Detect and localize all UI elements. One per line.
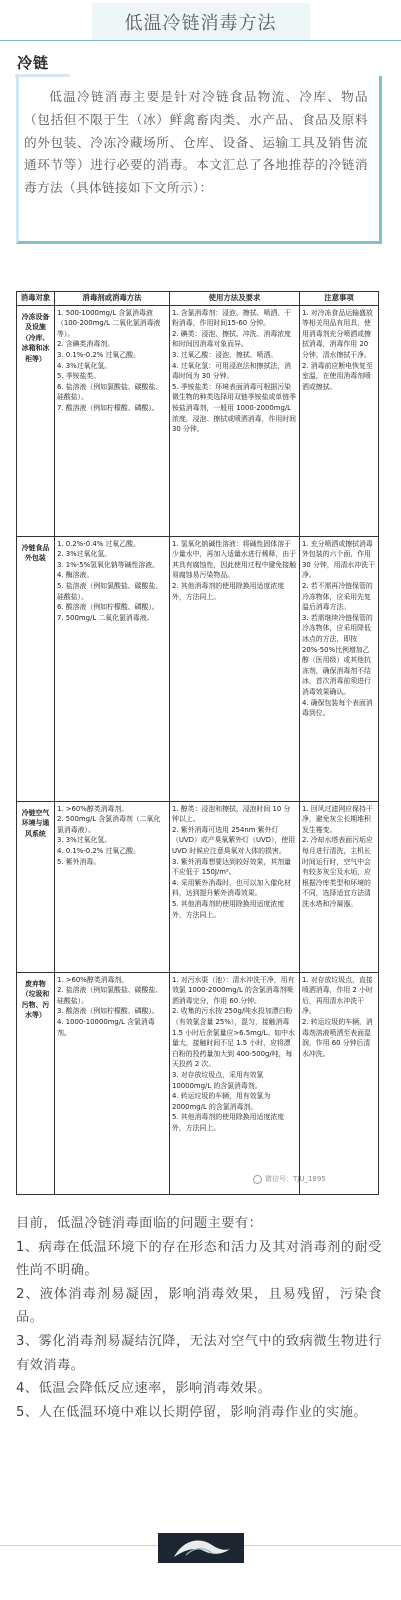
row-object: 废弃物（垃圾和污物、污水等）: [17, 972, 55, 1194]
list-item: 5. 季铵盐类：环境表面消毒可根据污染微生物的种类选择用双链季铵盐或单链季铵盐消毒剂，一般用 1000-2000mg/L 浓度，浸泡、擦拭或喷洒消毒，作用时间 30 分钟。: [172, 382, 297, 434]
list-item: 4. 采用紫外消毒时，也可以加入催化材料，达到提升紫外消毒效果。: [172, 878, 292, 898]
list-item: 4. 确保包装每个表面消毒到位。: [302, 698, 373, 718]
list-item: 4. 0.1%-0.2% 过氧乙酸。: [57, 846, 140, 855]
table-row: [17, 972, 379, 1194]
list-item: 3. 3%过氧化氢。: [57, 836, 112, 845]
list-item: 6. 盐溶液（例如氯酸盐、碳酸盐、硅酸盐）。: [57, 382, 163, 402]
table-row: [17, 801, 379, 972]
table-row: [17, 305, 379, 536]
list-item: 5. 盐溶液（例如氯酸盐、碳酸盐、硅酸盐）。: [57, 581, 163, 601]
list-item: 2. 转运垃圾的车辆，消毒剂溶液喷洒至表面湿润，作用 60 分钟后清水冲洗。: [302, 1017, 373, 1058]
issue-item: 3、雾化消毒剂易凝结沉降，无法对空气中的致病微生物进行有效消毒。: [16, 1333, 382, 1373]
section-label: 冷链: [17, 54, 50, 72]
list-item: 5. 紫外消毒。: [57, 857, 101, 866]
list-item: 2. 收集的污水按 250g/吨水投加漂白粉（有效氯含量 25%），混匀，接触消毒 1.5 小时后余氯量应>6.5mg/L。如中水量大，接触时间不足 1.5 小时，应将漂白粉的投药量加大到 400-500g/吨，每天投药 2 次。: [172, 1007, 295, 1069]
watermark-text: 微信号：TJU_1895: [265, 1175, 326, 1183]
list-item: 2. 其他消毒剂的使用除换用适度浓度外，方法同上。: [172, 581, 285, 601]
intro-paragraph: 低温冷链消毒主要是针对冷链食品物流、冷库、物品（包括但不限于生（冰）鲜禽畜肉类、水产品、食品及原料的外包装、冷冻冷藏场所、仓库、设备、运输工具及销售流通环节等）进行必要的消毒。本文汇总了各地推荐的冷链消毒方法（具体链接如下文所示）：: [24, 89, 368, 196]
row-notes: [300, 305, 379, 536]
row-object: 冷链空气环境与通风系统: [17, 801, 55, 972]
list-item: 2. 3%过氧化氢。: [57, 550, 112, 559]
list-item: 2. 若不需再冷链保管的冷冻物体，应采用先复温后消毒方法。: [302, 581, 373, 612]
row-usage: [170, 305, 300, 536]
page-title: 低温冷链消毒方法: [124, 13, 277, 34]
list-item: 1. >60%醇类消毒剂。: [57, 804, 129, 813]
list-item: 3. 紫外消毒想要达到较好效果，其剂量不应低于 150J/m²。: [172, 857, 292, 877]
disinfection-table: [16, 291, 379, 1195]
list-item: 2. 紫外消毒可选用 254nm 紫外灯（UVD）或产臭氧紫外灯（UVD），使用 UVD 时候应注意臭氧对人体的损害。: [172, 825, 296, 855]
list-item: 1. 对冷冻食品运输盛放等相关用品有用具，使用消毒剂充分喷洒或擦拭消毒，消毒作用 20 分钟，清水擦拭干净。: [302, 308, 373, 359]
list-item: 1. 对污水渠（池）：清水冲洗干净，用有效氯 1000-2000mg/L 的含氯消毒剂喷洒消毒完分，作用 60 分钟。: [172, 975, 295, 1005]
list-item: 4. 酶溶液。: [57, 571, 94, 580]
row-usage: [170, 972, 300, 1194]
list-item: 1. 回风过滤网应保持干净，避免灰尘长期堆积发生霉变。: [302, 804, 373, 834]
list-item: 4. 3%过氧化氢。: [57, 361, 112, 370]
list-item: 6. 酸溶液（例如柠檬酸、磷酸）。: [57, 603, 159, 612]
row-usage: [170, 536, 300, 801]
issue-item: 2、液体消毒剂易凝固，影响消毒效果，且易残留，污染食品。: [16, 1286, 382, 1326]
title-divider: [0, 40, 401, 41]
list-item: 1. 醇类：浸泡和擦拭，浸泡时间 10 分钟以上。: [172, 804, 291, 824]
row-object: 冷冻设备及设施（冷库、冰箱和冰柜等）: [17, 305, 55, 536]
list-item: 1. 氢氧化钠碱性溶液：将碱性固体溶于少量水中，再加入适量水进行稀释，由于其具有腐蚀性，因此使用过程中避免接触易腐蚀易污染物品。: [172, 539, 297, 580]
list-item: 5. 其他消毒剂的使用除换用适度浓度外，方法同上。: [172, 1113, 285, 1132]
col-header-agents: 消毒剂或消毒方法: [55, 292, 170, 306]
list-item: 7. 500mg/L 二氧化氯消毒液。: [57, 613, 154, 622]
issue-item: 1、病毒在低温环境下的存在形态和活力及其对消毒剂的耐受性尚不明确。: [16, 1239, 382, 1279]
col-header-notes: 注意事项: [300, 292, 379, 306]
issues-section: [16, 1212, 382, 1424]
list-item: 3. 过氧乙酸：浸泡、擦拭、喷洒。: [172, 350, 278, 359]
col-header-usage: 使用方法及要求: [170, 292, 300, 306]
list-item: 4. 1000-10000mg/L 含氯消毒剂。: [57, 1017, 155, 1037]
list-item: 1. 500-1000mg/L 含氯消毒液（100-200mg/L 二氧化氯消毒液等）。: [57, 308, 161, 338]
wechat-icon: [253, 1175, 262, 1184]
list-item: 3. 1%-5%氢氧化钠等碱性溶液。: [57, 560, 160, 569]
row-notes: [300, 972, 379, 1194]
row-notes: [300, 536, 379, 801]
footer-logo: [158, 1533, 244, 1563]
issues-intro: 目前，低温冷链消毒面临的问题主要有：: [16, 1216, 263, 1231]
list-item: 1. 对存放垃圾点，直接喷洒消毒，作用 2 小时后，再用清水冲洗干净。: [302, 975, 373, 1016]
list-item: 2. 含碘类消毒剂。: [57, 340, 114, 349]
list-item: 2. 消毒前应断电恢复至室温，在使用消毒剂喷洒或擦拭。: [302, 361, 373, 391]
table-row: [17, 536, 379, 801]
issue-item: 5、人在低温环境中难以长期停留，影响消毒作业的实施。: [16, 1404, 368, 1420]
list-item: 3. 酸溶液（例如柠檬酸、磷酸）。: [57, 1007, 159, 1016]
list-item: 5. 季铵盐类。: [57, 372, 101, 381]
list-item: 4. 过氧化氢：可用浸泡法和擦拭法，消毒时间为 30 分钟。: [172, 361, 292, 381]
row-agents: [55, 972, 170, 1194]
list-item: 3. 若需继续冷链保管的冷冻物体，应采用降低冰点的方法，即按 20%-50%比例增加乙醇（医用级）或其他抗冻剂，确保消毒剂不结冰，首次消毒前须进行消毒效果确认。: [302, 613, 373, 696]
list-item: 5. 其他消毒剂的使用除换用适度浓度外，方法同上。: [172, 899, 285, 919]
col-header-object: 消毒对象: [17, 292, 55, 306]
row-object: 冷链食品外包装: [17, 536, 55, 801]
row-notes: [300, 801, 379, 972]
issue-item: 4、低温会降低反应速率，影响消毒效果。: [16, 1381, 272, 1397]
row-agents: [55, 536, 170, 801]
row-agents: [55, 305, 170, 536]
list-item: 2. 冷却水塔表面污垢应每月进行清洗，主机长时间运行时，空气中会有较多灰尘及水垢，应根据冷库类型和环境的不同，选择适宜方法清洗水塔和冷凝器。: [302, 836, 373, 908]
list-item: 1. 含氯消毒剂：浸泡、擦拭、喷洒、干粉消毒，作用时间15-60 分钟。: [172, 308, 292, 328]
row-agents: [55, 801, 170, 972]
logo-emblem-icon: [166, 1535, 236, 1561]
wechat-watermark: [253, 1174, 326, 1184]
list-item: 1. 充分喷洒或擦拭消毒外包装的六个面，作用 30 分钟，用清水冲洗干净。: [302, 539, 375, 580]
list-item: 2. 盐溶液（例如氯酸盐、碳酸盐、硅酸盐）。: [57, 986, 163, 1005]
list-item: 2. 碘类：浸泡、擦拭、冲洗、消毒浓度和时间因消毒对象而异。: [172, 329, 292, 349]
list-item: 2. 500mg/L 含氯消毒剂（二氧化氯消毒液）。: [57, 815, 161, 834]
list-item: 4. 转运垃圾的车辆，用有效氯为 2000mg/L 的含氯消毒剂。: [172, 1092, 271, 1111]
list-item: 1. 0.2%-0.4% 过氧乙酸。: [57, 539, 140, 548]
list-item: 3. 对存放垃圾点，采用有效氯 10000mg/L 的含氯消毒剂。: [172, 1070, 264, 1090]
page-header: [0, 0, 401, 44]
row-usage: [170, 801, 300, 972]
list-item: 7. 酸溶液（例如柠檬酸、磷酸）。: [57, 403, 159, 412]
list-item: 1. >60%醇类消毒剂。: [57, 975, 129, 984]
list-item: 3. 0.1%-0.2% 过氧乙酸。: [57, 350, 140, 359]
table-header-row: [17, 292, 379, 306]
